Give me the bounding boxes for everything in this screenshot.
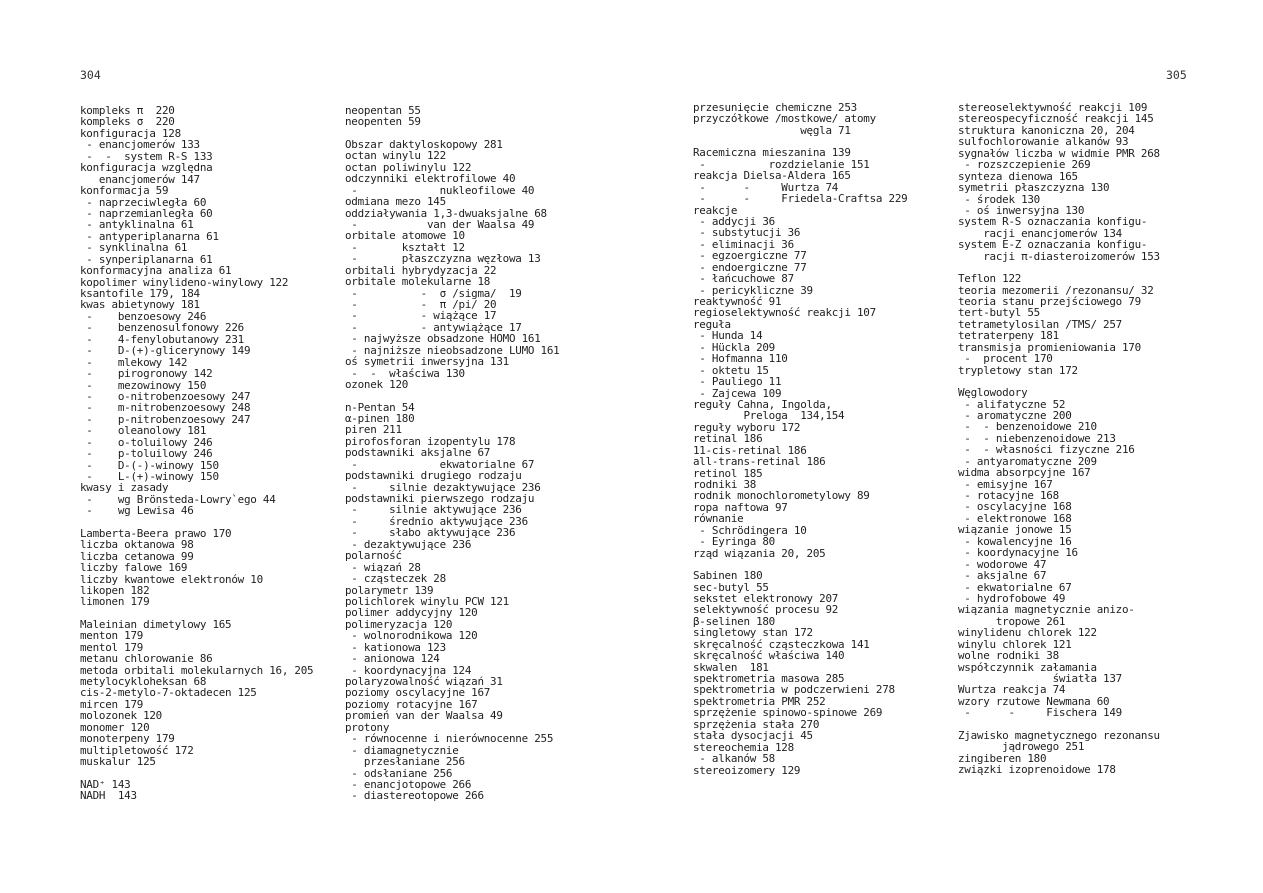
index-entry: wzory rzutowe Newmana 60	[958, 694, 1110, 708]
index-entry: - - niebenzenoidowe 213	[958, 431, 1116, 445]
index-entry: - antyperiplanarna 61	[80, 229, 219, 243]
index-entry: muskalur 125	[80, 755, 156, 769]
index-entry: racji enancjomerów 134	[958, 226, 1122, 240]
index-entry: - D-(-)-winowy 150	[80, 458, 219, 472]
index-entry: - rozdzielanie 151	[693, 157, 870, 171]
index-entry: Maleinian dimetylowy 165	[80, 617, 232, 631]
index-entry: multipletowość 172	[80, 743, 194, 757]
index-entry: system E-Z oznaczania konfigu-	[958, 238, 1148, 252]
index-entry: - enancjomerów 133	[80, 138, 200, 152]
index-entry: reaktywność 91	[693, 295, 782, 308]
index-entry: - ekwatorialne 67	[345, 457, 535, 471]
index-entry: - rotacyjne 168	[958, 489, 1059, 502]
index-entry: transmisja promieniowania 170	[958, 340, 1141, 354]
index-entry: zingiberen 180	[958, 751, 1047, 765]
index-entry: tetraterpeny 181	[958, 329, 1059, 343]
index-gap	[80, 768, 313, 779]
index-entry: - addycji 36	[693, 214, 775, 228]
index-entry: - - Wurtza 74	[693, 180, 839, 194]
index-entry: - koordynacyjna 124	[345, 663, 472, 677]
index-entry: kompleks π 220	[80, 104, 175, 117]
index-entry: polarność	[345, 549, 402, 563]
index-entry: - pericykliczne 39	[693, 283, 813, 297]
index-entry: racji π-diasteroizomerów 153	[958, 249, 1160, 263]
index-entry: konfiguracja względna	[80, 161, 213, 175]
index-entry: przyczółkowe /mostkowe/ atomy	[693, 112, 876, 126]
index-entry: 11-cis-retinal 186	[693, 443, 807, 457]
index-entry: widma absorpcyjne 167	[958, 466, 1091, 480]
index-entry: monoterpeny 179	[80, 732, 175, 746]
index-entry: polarymetr 139	[345, 583, 434, 597]
index-entry: - substytucji 36	[693, 226, 801, 240]
index-entry: - środek 130	[958, 192, 1040, 206]
index-entry: NAD⁺ 143	[80, 777, 131, 791]
index-entry: współczynnik załamania	[958, 660, 1097, 674]
index-entry: - anionowa 124	[345, 652, 440, 666]
index-entry: liczby kwantowe elektronów 10	[80, 572, 263, 586]
index-entry: - oktetu 15	[693, 363, 769, 377]
index-entry: stała dysocjacji 45	[693, 729, 813, 743]
index-entry: rząd wiązania 20, 205	[693, 546, 826, 560]
index-entry: podstawniki drugiego rodzaju	[345, 469, 522, 483]
index-entry: spektrometria w podczerwieni 278	[693, 683, 895, 697]
index-entry: przesunięcie chemiczne 253	[693, 101, 857, 114]
index-entry: winylu chlorek 121	[958, 637, 1072, 651]
index-entry: - o-toluilowy 246	[80, 435, 213, 449]
index-entry: octan winylu 122	[345, 149, 446, 163]
index-entry: all-trans-retinal 186	[693, 455, 826, 469]
index-entry: - oś inwersyjna 130	[958, 203, 1085, 217]
index-entry: liczba oktanowa 98	[80, 538, 194, 552]
index-entry: - Zajcewa 109	[693, 386, 782, 400]
index-entry: Zjawisko magnetycznego rezonansu	[958, 728, 1160, 742]
index-entry: równanie	[693, 512, 744, 526]
index-entry: neopentan 55	[345, 104, 421, 117]
index-entry: - Hückla 209	[693, 340, 775, 354]
index-entry: teoria stanu przejściowego 79	[958, 295, 1141, 308]
index-entry: spektrometria PMR 252	[693, 694, 826, 708]
index-entry: - m-nitrobenzoesowy 248	[80, 401, 251, 415]
index-entry: selektywność procesu 92	[693, 603, 839, 617]
index-entry: - Pauliego 11	[693, 375, 782, 389]
index-entry: monomer 120	[80, 720, 150, 734]
index-entry: kopolimer winylideno-winylowy 122	[80, 275, 289, 289]
index-entry: związki izoprenoidowe 178	[958, 763, 1116, 777]
index-entry: - Hunda 14	[693, 329, 763, 343]
index-entry: - oscylacyjne 168	[958, 500, 1072, 514]
index-gap	[345, 391, 559, 402]
index-entry: stereospecyficzność reakcji 145	[958, 112, 1154, 126]
index-entry: - synklinalna 61	[80, 241, 188, 255]
index-entry: kwasy i zasady	[80, 481, 169, 495]
index-entry: - wolnorodnikowa 120	[345, 629, 478, 643]
index-entry: - eliminacji 36	[693, 237, 794, 251]
index-entry: - van der Waalsa 49	[345, 217, 535, 231]
index-entry: - - Fischera 149	[958, 706, 1122, 720]
index-entry: reguły wyboru 172	[693, 420, 801, 434]
index-entry: - odsłaniane 256	[345, 766, 453, 780]
index-entry: cis-2-metylo-7-oktadecen 125	[80, 686, 257, 700]
index-entry: - słabo aktywujące 236	[345, 526, 516, 540]
index-entry: - 4-fenylobutanowy 231	[80, 332, 244, 346]
index-entry: odmiana mezo 145	[345, 195, 446, 209]
index-entry: winylidenu chlorek 122	[958, 626, 1097, 640]
index-entry: Teflon 122	[958, 272, 1022, 286]
index-entry: synteza dienowa 165	[958, 169, 1078, 183]
index-entry: - egzoergiczne 77	[693, 249, 807, 263]
index-entry: Preloga 134,154	[693, 409, 845, 423]
index-entry: - silnie dezaktywujące 236	[345, 480, 541, 494]
index-entry: Lamberta-Beera prawo 170	[80, 526, 232, 540]
index-entry: - równocenne i nierównocenne 255	[345, 732, 554, 746]
index-entry: - D-(+)-glicerynowy 149	[80, 344, 251, 358]
index-entry: orbitale molekularne 18	[345, 275, 491, 289]
index-entry: limonen 179	[80, 595, 150, 609]
index-entry: retinol 185	[693, 466, 763, 480]
index-entry: ozonek 120	[345, 378, 409, 392]
index-entry: - - system R-S 133	[80, 149, 213, 163]
index-entry: - najwyższe obsadzone HOMO 161	[345, 332, 541, 346]
index-entry: β-selinen 180	[693, 614, 775, 628]
index-entry: konfiguracja 128	[80, 126, 181, 140]
index-entry: wiązanie jonowe 15	[958, 523, 1072, 537]
index-entry: reakcja Dielsa-Aldera 165	[693, 169, 851, 183]
index-entry: konformacja 59	[80, 184, 169, 198]
index-entry: skręcalność właściwa 140	[693, 649, 845, 663]
index-entry: menton 179	[80, 629, 144, 643]
index-entry: liczby falowe 169	[80, 561, 188, 575]
index-entry: - koordynacyjne 16	[958, 546, 1078, 560]
index-entry: α-pinen 180	[345, 411, 415, 425]
index-entry: - wodorowe 47	[958, 557, 1047, 571]
index-entry: - procent 170	[958, 352, 1053, 366]
index-entry: - aromatyczne 200	[958, 408, 1072, 422]
index-entry: oś symetrii inwersyjna 131	[345, 355, 509, 369]
index-entry: - kowalencyjne 16	[958, 534, 1072, 548]
index-entry: metanu chlorowanie 86	[80, 652, 213, 666]
index-entry: - wiązań 28	[345, 560, 421, 574]
index-entry: ropa naftowa 97	[693, 500, 788, 514]
index-entry: polaryzowalność wiązań 31	[345, 675, 503, 688]
index-entry: - diamagnetycznie	[345, 743, 459, 757]
index-entry: Węglowodory	[958, 386, 1028, 400]
index-entry: stereoizomery 129	[693, 763, 801, 777]
index-entry: regioselektywność reakcji 107	[693, 306, 876, 320]
index-entry: - - własności fizyczne 216	[958, 443, 1135, 457]
index-entry: - łańcuchowe 87	[693, 272, 794, 286]
index-entry: - - σ /sigma/ 19	[345, 286, 522, 300]
index-entry: liczba cetanowa 99	[80, 549, 194, 563]
index-entry: wolne rodniki 38	[958, 649, 1059, 663]
page-number-left: 304	[80, 68, 101, 82]
index-entry: polimeryzacja 120	[345, 617, 453, 631]
index-entry: - antyaromatyczne 209	[958, 454, 1097, 468]
index-entry: - rozszczepienie 269	[958, 158, 1091, 172]
index-entry: - Hofmanna 110	[693, 352, 788, 366]
index-entry: węgla 71	[693, 123, 851, 137]
index-column-1	[80, 105, 313, 801]
index-entry: - o-nitrobenzoesowy 247	[80, 389, 251, 403]
index-entry: - benzoesowy 246	[80, 309, 207, 323]
index-entry: przesłaniane 256	[345, 755, 465, 769]
index-entry: - alifatyczne 52	[958, 397, 1066, 411]
index-entry: - Schrödingera 10	[693, 523, 807, 537]
index-entry: - mlekowy 142	[80, 355, 188, 369]
index-entry: teoria mezomerii /rezonansu/ 32	[958, 283, 1154, 297]
index-entry: sprzężenia stała 270	[693, 717, 820, 731]
index-entry: konformacyjna analiza 61	[80, 264, 232, 278]
index-entry: - - Friedela-Craftsa 229	[693, 192, 908, 206]
index-entry: podstawniki aksjalne 67	[345, 446, 491, 460]
index-entry: - endoergiczne 77	[693, 260, 807, 274]
index-entry: wiązania magnetycznie anizo-	[958, 603, 1135, 617]
page-number-right: 305	[1166, 68, 1187, 82]
index-entry: - cząsteczek 28	[345, 572, 446, 586]
index-entry: reguły Cahna, Ingolda,	[693, 397, 832, 411]
index-entry: mentol 179	[80, 640, 144, 654]
index-entry: trypletowy stan 172	[958, 363, 1078, 377]
index-column-4	[958, 102, 1160, 776]
index-entry: Obszar daktyloskopowy 281	[345, 137, 503, 151]
index-column-3	[693, 102, 907, 776]
index-entry: tert-butyl 55	[958, 306, 1040, 320]
index-entry: - dezaktywujące 236	[345, 537, 472, 551]
index-entry: - nukleofilowe 40	[345, 183, 535, 197]
index-entry: struktura kanoniczna 20, 204	[958, 123, 1135, 137]
index-entry: - pirogronowy 142	[80, 367, 213, 381]
index-entry: sekstet elektronowy 207	[693, 591, 839, 605]
index-entry: sygnałów liczba w widmie PMR 268	[958, 146, 1160, 160]
index-entry: - antyklinalna 61	[80, 218, 194, 232]
index-entry: sec-butyl 55	[693, 580, 769, 594]
index-entry: molozonek 120	[80, 709, 162, 723]
index-entry: poziomy oscylacyjne 167	[345, 686, 491, 700]
index-entry: - - antywiążące 17	[345, 320, 522, 334]
index-entry: - L-(+)-winowy 150	[80, 470, 219, 483]
index-entry: - kształt 12	[345, 240, 465, 254]
index-entry: kompleks σ 220	[80, 115, 175, 129]
index-entry: protony	[345, 720, 390, 734]
index-entry: poziomy rotacyjne 167	[345, 697, 478, 711]
index-entry: metoda orbitali molekularnych 16, 205	[80, 663, 314, 677]
index-entry: - najniższe nieobsadzone LUMO 161	[345, 343, 560, 357]
index-entry: ksantofile 179, 184	[80, 287, 200, 300]
index-entry: - hydrofobowe 49	[958, 591, 1066, 605]
index-entry: - elektronowe 168	[958, 511, 1072, 525]
index-entry: spektrometria masowa 285	[693, 672, 845, 685]
index-entry: stereochemia 128	[693, 740, 794, 754]
index-entry: mircen 179	[80, 697, 144, 711]
index-entry: sprzężenie spinowo-spinowe 269	[693, 706, 883, 720]
index-entry: stereoselektywność reakcji 109	[958, 101, 1148, 114]
index-entry: skwalen 181	[693, 660, 769, 674]
index-entry: orbitali hybrydyzacja 22	[345, 263, 497, 277]
index-entry: - p-toluilowy 246	[80, 447, 213, 461]
index-entry: - p-nitrobenzoesowy 247	[80, 412, 251, 426]
index-entry: neopenten 59	[345, 115, 421, 129]
index-entry: retinal 186	[693, 432, 763, 446]
index-entry: skręcalność cząsteczkowa 141	[693, 637, 870, 651]
index-entry: rodnik monochlorometylowy 89	[693, 489, 870, 503]
index-entry: - oleanolowy 181	[80, 424, 207, 438]
index-entry: reakcje	[693, 203, 738, 217]
index-entry: pirofosforan izopentylu 178	[345, 434, 516, 448]
index-entry: kwas abietynowy 181	[80, 298, 200, 312]
index-entry: - benzenosulfonowy 226	[80, 321, 244, 335]
index-entry: - średnio aktywujące 236	[345, 514, 528, 528]
index-column-2	[345, 105, 559, 802]
index-entry: - Eyringa 80	[693, 535, 775, 549]
index-entry: metylocykloheksan 68	[80, 675, 207, 688]
index-entry: - wg Brönsteda-Lowry`ego 44	[80, 492, 276, 506]
index-entry: Wurtza reakcja 74	[958, 683, 1066, 697]
index-entry: podstawniki pierwszego rodzaju	[345, 492, 535, 505]
index-entry: Racemiczna mieszanina 139	[693, 146, 851, 160]
index-entry: enancjomerów 147	[80, 172, 200, 186]
index-entry: - - benzenoidowe 210	[958, 420, 1097, 434]
index-entry: - ekwatorialne 67	[958, 580, 1072, 594]
index-entry: promień van der Waalsa 49	[345, 709, 503, 723]
index-entry: - enancjotopowe 266	[345, 777, 472, 791]
index-entry: - - wiążące 17	[345, 309, 497, 323]
index-entry: - mezowinowy 150	[80, 378, 207, 392]
index-entry: likopen 182	[80, 583, 150, 597]
index-entry: oddziaływania 1,3-dwuaksjalne 68	[345, 206, 547, 220]
index-entry: - emisyjne 167	[958, 477, 1053, 491]
index-entry: - kationowa 123	[345, 640, 446, 654]
index-entry: system R-S oznaczania konfigu-	[958, 215, 1148, 229]
index-entry: - alkanów 58	[693, 752, 775, 766]
index-entry: - wg Lewisa 46	[80, 504, 194, 518]
index-entry: odczynniki elektrofilowe 40	[345, 172, 516, 186]
index-entry: sulfochlorowanie alkanów 93	[958, 135, 1129, 149]
index-entry: rodniki 38	[693, 478, 757, 491]
index-entry: - diastereotopowe 266	[345, 789, 484, 803]
index-entry: jądrowego 251	[958, 740, 1085, 754]
index-entry: tropowe 261	[958, 614, 1066, 628]
index-entry: reguła	[693, 317, 731, 331]
index-entry: światła 137	[958, 672, 1122, 685]
index-entry: NADH 143	[80, 788, 137, 802]
index-entry: orbitale atomowe 10	[345, 229, 465, 243]
index-entry: Sabinen 180	[693, 569, 763, 583]
index-entry: octan poliwinylu 122	[345, 160, 472, 174]
index-entry: - płaszczyzna węzłowa 13	[345, 252, 541, 266]
index-entry: polimer addycyjny 120	[345, 606, 478, 620]
index-entry: symetrii płaszczyzna 130	[958, 181, 1110, 195]
index-entry: - naprzemianległa 60	[80, 206, 213, 220]
index-entry: tetrametylosilan /TMS/ 257	[958, 317, 1122, 331]
index-entry: - naprzeciwległa 60	[80, 195, 207, 209]
index-entry: n-Pentan 54	[345, 400, 415, 414]
index-entry: - synperiplanarna 61	[80, 252, 213, 266]
index-entry: - aksjalne 67	[958, 569, 1047, 583]
index-entry: polichlorek winylu PCW 121	[345, 594, 509, 608]
index-entry: - silnie aktywujące 236	[345, 503, 522, 517]
index-entry: piren 211	[345, 423, 402, 437]
index-entry: singletowy stan 172	[693, 626, 813, 640]
index-entry: - - π /pi/ 20	[345, 298, 497, 311]
index-entry: - - właściwa 130	[345, 366, 465, 380]
